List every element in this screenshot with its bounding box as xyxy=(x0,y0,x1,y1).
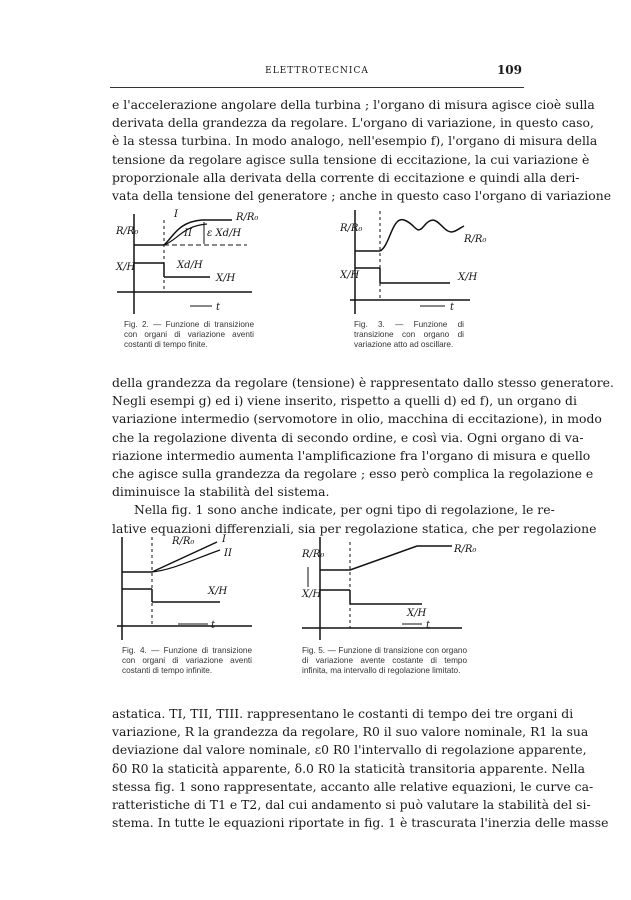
fig5-r-label: R/R₀ xyxy=(302,549,325,560)
figure-2-diagram xyxy=(112,206,272,316)
header-title: ELETTROTECNICA xyxy=(265,66,369,76)
fig5-x-label-right: X/H xyxy=(407,608,427,619)
text-line: Negli esempi g) ed i) viene inserito, rispetto a quelli d) ed f), un organo di xyxy=(112,393,577,409)
text-line: che la regolazione diventa di secondo ordine, e così via. Ogni organo di va- xyxy=(112,429,584,445)
fig2-r-label-right: R/R₀ xyxy=(236,212,259,223)
text-line: deviazione dal valore nominale, ε0 R0 l'intervallo di regolazione apparente, xyxy=(112,742,587,758)
figure-5-caption: Fig. 5. — Funzione di transizione con organo di variazione avente costante di tempo infinita, ma intervallo di regolazione limitato. xyxy=(302,646,467,675)
page-number: 109 xyxy=(496,63,522,77)
paragraph-2 xyxy=(112,374,614,538)
text-line: riazione intermedio aumenta l'amplificazione fra l'organo di misura e quello xyxy=(112,447,591,463)
text-line: stema. In tutte le equazioni riportate in fig. 1 è trascurata l'inerzia delle masse xyxy=(112,815,609,831)
fig5-r-label-right: R/R₀ xyxy=(454,544,477,555)
running-header xyxy=(112,63,522,79)
figure-4-diagram xyxy=(112,532,272,642)
fig2-curve-i: I xyxy=(174,209,178,220)
text-line: tensione da regolare agisce sulla tensione di eccitazione, la cui variazione è xyxy=(112,151,590,167)
fig4-curve-ii: II xyxy=(224,548,232,559)
fig3-x-label-right: X/H xyxy=(458,272,478,283)
fig3-r-label: R/R₀ xyxy=(340,223,363,234)
paragraph-1 xyxy=(112,96,612,205)
text-line: derivata della grandezza da regolare. L'organo di variazione, in questo caso, xyxy=(112,115,594,131)
text-line: δ0 R0 la staticità apparente, δ.0 R0 la staticità transitoria apparente. Nella xyxy=(112,760,585,776)
text-line: proporzionale alla derivata della corrente di eccitazione e quindi alla deri- xyxy=(112,169,580,185)
figure-2-caption: Fig. 2. — Funzione di transizione con organi di variazione aventi costanti di tempo finite. xyxy=(124,320,254,349)
text-line: stessa fig. 1 sono rappresentate, accanto alle relative equazioni, le curve ca- xyxy=(112,778,594,794)
figure-4-caption: Fig. 4. — Funzione di transizione con organi di variazione aventi costanti di tempo infinite. xyxy=(122,646,252,675)
fig2-xd-label: Xd/H xyxy=(177,260,203,271)
text-line: variazione, R la grandezza da regolare, R0 il suo valore nominale, R1 la sua xyxy=(112,724,589,740)
fig5-t-label: t xyxy=(426,620,431,631)
fig2-r-label: R/R₀ xyxy=(116,226,139,237)
fig3-t-label: t xyxy=(450,302,455,313)
fig5-x-label: X/H xyxy=(302,589,322,600)
fig3-x-label: X/H xyxy=(340,270,360,281)
figure-5 xyxy=(292,532,492,676)
text-line: lative equazioni differenziali, sia per regolazione statica, che per regolazione xyxy=(112,520,597,536)
fig3-r-label-right: R/R₀ xyxy=(464,234,487,245)
fig4-curve-i: I xyxy=(222,534,226,545)
text-line: è la stessa turbina. In modo analogo, nell'esempio f), l'organo di misura della xyxy=(112,133,598,149)
fig2-t-label: t xyxy=(216,302,221,313)
fig4-t-label: t xyxy=(211,620,216,631)
text-line: e l'accelerazione angolare della turbina ; l'organo di misura agisce cioè sulla xyxy=(112,97,595,112)
text-line: diminuisce la stabilità del sistema. xyxy=(112,484,330,500)
text-line: Nella fig. 1 sono anche indicate, per ogni tipo di regolazione, le re- xyxy=(134,502,555,518)
fig2-curve-ii: II xyxy=(184,228,192,239)
figure-3-caption: Fig. 3. — Funzione di transizione con organo di variazione atto ad oscillare. xyxy=(354,320,464,349)
paragraph-4 xyxy=(112,705,609,832)
fig2-x-label: X/H xyxy=(116,262,136,273)
fig2-eps-label: ε Xd/H xyxy=(207,228,242,239)
text-line: della grandezza da regolare (tensione) è rappresentato dallo stesso generatore. xyxy=(112,375,614,390)
fig4-r-label: R/R₀ xyxy=(172,536,195,547)
text-line: vata della tensione del generatore ; anche in questo caso l'organo di variazione xyxy=(112,187,612,203)
figure-2 xyxy=(112,206,272,350)
text-line: variazione intermedio (servomotore in olio, macchina di eccitazione), in modo xyxy=(112,411,602,427)
text-line: astatica. TI, TII, TIII. rappresentano le costanti di tempo dei tre organi di xyxy=(112,706,574,721)
figure-3-diagram xyxy=(340,206,500,316)
text-line: ratteristiche di T1 e T2, dal cui andamento si può valutare la stabilità del si- xyxy=(112,796,591,812)
figure-4 xyxy=(112,532,272,676)
text-line: che agisce sulla grandezza da regolare ; esso però complica la regolazione e xyxy=(112,465,594,481)
figure-5-diagram xyxy=(292,532,492,642)
fig4-x-label: X/H xyxy=(208,586,228,597)
figure-3 xyxy=(340,206,500,350)
fig2-x-label-right: X/H xyxy=(216,273,236,284)
header-rule xyxy=(110,87,524,88)
